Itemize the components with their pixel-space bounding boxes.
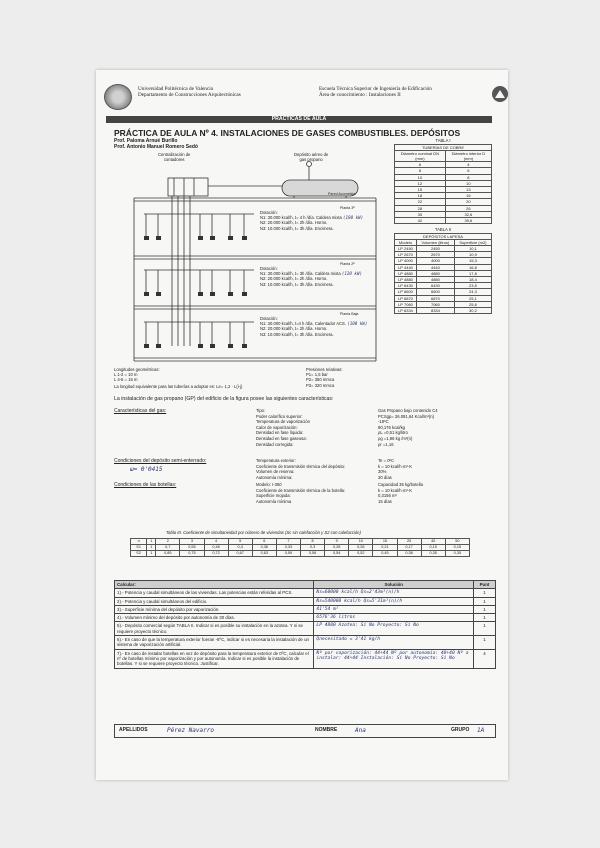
- group-label: GRUPO: [451, 727, 470, 733]
- coef-cell: 9: [325, 539, 349, 545]
- table2-caption: TABLA II: [434, 227, 452, 233]
- coef-cell: 0,75: [180, 551, 204, 557]
- table-cell: 18: [395, 193, 446, 199]
- answer-text: 6576'36 litros: [314, 614, 474, 622]
- question-text: 2).- Potencia y caudal simultáneos del edificio.: [115, 597, 314, 605]
- university-logo: [104, 84, 132, 110]
- list-item: Autonomía mínima:: [256, 474, 293, 480]
- question-row: [115, 614, 496, 622]
- tank-label: Depósito aéreo de: [294, 152, 329, 157]
- reference-tables: [394, 138, 492, 314]
- table-cell: LP 6600: [395, 289, 417, 295]
- list-item: -18ºC: [378, 419, 389, 425]
- table-cell: 8334: [416, 308, 454, 314]
- table-cell: 24,3: [454, 289, 491, 295]
- table-cell: 15: [395, 186, 446, 192]
- table1-caption: TABLA I: [435, 138, 451, 143]
- coef-cell: 0,54: [325, 551, 349, 557]
- list-item: Volumen de reserva:: [256, 469, 295, 475]
- copper-pipe-table: TUBERÍAS DE COBRE Diámetro nominal DN (mm) Diámetro interior D (mm) 6 4 8 6 10 8 12 10 15 13 18 16 22 20 28 26 35 32,6 42 39,6: [394, 144, 492, 225]
- questions-table: [114, 580, 496, 669]
- building-diagram: [114, 146, 386, 370]
- table-cell: 42: [395, 217, 446, 223]
- table-row: [395, 217, 492, 223]
- coef-cell: 1: [147, 551, 156, 557]
- list-item: Densidad en fase gaseosa:: [256, 435, 307, 441]
- lengths-block: Longitudes geométricas: L 1-2 = 10 m L 4-5 = 15 m: [114, 367, 160, 383]
- table-cell: 8: [395, 168, 446, 174]
- section-bar: PRÁCTICAS DE AULA: [106, 116, 492, 123]
- tank-label-2: gas propano: [299, 157, 323, 163]
- coef-cell: 0,21: [373, 545, 397, 551]
- table-cell: 16,8: [454, 264, 491, 270]
- table-cell: 10,1: [454, 246, 491, 252]
- coef-cell: 0,33: [276, 545, 300, 551]
- list-item: Autonomía mínima: [256, 498, 292, 504]
- floor2-dotation: Dotación: N1: 30.000 kcal/h, t= 3h /día. Caldera mixta (120 kW) N2: 20.000 kcal/h, t= 2h /día. Horno. N3: 10.000 kcal/h, t= 3h /día. Encimera.: [260, 266, 362, 287]
- table-cell: 6870: [416, 295, 454, 301]
- tank-table: DEPÓSITOS LAPESA Modelo Volumen (litros) Superficie (m2) LP 2450 2450 10,1 LP 2670 2670 10,9 LP 4000 4000 15,3 LP 4440 4440 16,8 LP 4880 4880 17,8 LP 4880 4880 18,4 LP 6430 6430 23,5 LP 6600 6600 24,3 LP 6870 6870 25,1 LP 7060 7060 25,6 LP 8334 8334 30,2: [394, 233, 492, 315]
- table-cell: LP 2450: [395, 246, 417, 252]
- answer-text: Ns=60000 kcal/h Qs=2'43m³(n)/h: [314, 589, 474, 597]
- question-text: 7).- En caso de instalar botellas en vez de depósito para la temperatura exterior de 0ºC, calcular el nº de botellas mínimo por vaporización y por autonomía. Indicar si es posible la instalación de botellas. Y si se requiere proyecto técnico. Justificar.: [115, 649, 314, 668]
- coef-table-caption: Tabla III. Coeficiente de simultaneidad por número de viviendas (Sc sin calefacción y S2 con calefacción): [166, 530, 361, 535]
- list-item: 30 días: [378, 474, 392, 480]
- question-text: 1).- Potencia y caudal simultáneos de las viviendas. Las potencias están referidas al PCS.: [115, 589, 314, 597]
- coef-cell: 10: [349, 539, 373, 545]
- bottle-values: [378, 482, 423, 504]
- table-cell: LP 8334: [395, 308, 417, 314]
- list-item: Poder calorífico superior:: [256, 413, 303, 419]
- table-cell: 10: [445, 180, 491, 186]
- floor3-label: Planta 3ª: [340, 206, 355, 210]
- coef-cell: 25: [397, 539, 421, 545]
- table-cell: 2670: [416, 252, 454, 258]
- coef-cell: 0,7: [156, 545, 180, 551]
- table-cell: 16: [445, 193, 491, 199]
- coef-cell: 0,15: [445, 545, 469, 551]
- table-cell: 18,4: [454, 277, 491, 283]
- coef-cell: 0,67: [228, 551, 252, 557]
- list-item: PCSgp= 26.091,64 Kcal/m³(n): [378, 413, 434, 419]
- meters-label: Centralización de: [158, 152, 191, 157]
- coef-cell: 0,46: [204, 545, 228, 551]
- coef-cell: 3: [180, 539, 204, 545]
- meters-label-2: contadores: [163, 157, 185, 163]
- points-value: 1: [474, 614, 496, 622]
- list-item: ρg =1,96 kg /m³(n): [378, 435, 413, 441]
- table-cell: 25,1: [454, 295, 491, 301]
- gas-labels: [256, 408, 310, 447]
- table-cell: 6600: [416, 289, 454, 295]
- coef-cell: n: [131, 539, 147, 545]
- coef-cell: 0,28: [325, 545, 349, 551]
- list-item: Densidad en fase líquida:: [256, 430, 304, 436]
- table-cell: 6: [445, 168, 491, 174]
- question-text: 5).- Depósito comercial según TABLA II. Indicar si es posible su instalación en la azotea. Y si se requiere proyecto técnico.: [115, 622, 314, 636]
- list-item: k = 10 kcal/h·m²·K: [378, 463, 413, 469]
- list-item: ρr =1,16: [378, 441, 394, 447]
- page-title: PRÁCTICA DE AULA Nº 4. INSTALACIONES DE GASES COMBUSTIBLES. DEPÓSITOS: [114, 128, 461, 138]
- list-item: Modelo: I-350: [256, 482, 282, 487]
- table-cell: 4440: [416, 264, 454, 270]
- coef-cell: 1: [147, 545, 156, 551]
- table-cell: 20: [445, 199, 491, 205]
- floor1-label: Planta Baja: [340, 312, 359, 316]
- coef-cell: 8: [301, 539, 325, 545]
- list-item: Te = 0ºC: [378, 458, 395, 463]
- list-item: 0,3156 m²: [378, 493, 397, 499]
- table-cell: 8: [445, 174, 491, 180]
- table-cell: 22: [395, 199, 446, 205]
- author-2: Prof. Antonio Manuel Romero Sedó: [114, 144, 198, 150]
- coef-cell: 0,59: [276, 551, 300, 557]
- table-cell: LP 2670: [395, 252, 417, 258]
- table-cell: 26: [445, 205, 491, 211]
- coef-cell: S1: [131, 545, 147, 551]
- name-value: Ana: [355, 727, 366, 734]
- coef-cell: 0,35: [445, 551, 469, 557]
- points-value: 1: [474, 589, 496, 597]
- surname-value: Pérez Navarro: [167, 727, 214, 734]
- points-value: 1: [474, 597, 496, 605]
- question-row: [115, 589, 496, 597]
- list-item: Temperatura exterior:: [256, 458, 296, 463]
- university-name: Universidad Politécnica de Valencia: [138, 86, 213, 92]
- list-item: Temperatura de vaporización: [256, 419, 311, 425]
- calc-header: Calcular:: [115, 581, 314, 589]
- question-row: [115, 636, 496, 650]
- pressures-block: Presiones relativas: P1= 1,5 bar P2= 350 mmca P3= 320 mmca: [306, 367, 343, 388]
- coef-cell: 5: [228, 539, 252, 545]
- table-cell: 12: [395, 180, 446, 186]
- coef-cell: 4: [204, 539, 228, 545]
- tank-conditions-heading: Condiciones del depósito semi-enterrado:: [114, 458, 207, 464]
- table-cell: 39,6: [445, 217, 491, 223]
- list-item: Densidad corregida:: [256, 441, 294, 447]
- coef-cell: 0,72: [204, 551, 228, 557]
- answer-text: Ns=540000 kcal/h Qs=5'31m³(n)/h: [314, 597, 474, 605]
- question-row: [115, 649, 496, 668]
- coef-cell: 40: [421, 539, 445, 545]
- table-cell: 4880: [416, 277, 454, 283]
- wall-label: Pared Acometida: [328, 192, 356, 196]
- answer-text: Qnecesitado = 3'41 kg/h: [314, 636, 474, 650]
- list-item: Tipo:: [256, 408, 266, 413]
- table-cell: 28: [395, 205, 446, 211]
- name-label: NOMBRE: [315, 727, 338, 733]
- bottle-labels: [256, 482, 345, 504]
- table-cell: 17,8: [454, 270, 491, 276]
- school-logo: [492, 86, 508, 102]
- list-item: k = 10 kcal/h·m²·K: [378, 487, 413, 493]
- coef-cell: 50: [445, 539, 469, 545]
- coef-cell: 0,55: [180, 545, 204, 551]
- coef-cell: 0,63: [252, 551, 276, 557]
- handwritten-omega: ω= 0'0415: [130, 466, 163, 473]
- table-cell: LP 4000: [395, 258, 417, 264]
- department-name: Departamento de Construcciones Arquitectónicas: [138, 92, 241, 99]
- question-text: 6).- En caso de que la temperatura exterior fueran -8ºC, indicar si es necesaria la instalación de un sistema de vaporización artificial.: [115, 636, 314, 650]
- table-cell: 35: [395, 211, 446, 217]
- list-item: Calor de vaporización:: [256, 424, 298, 430]
- table-cell: LP 4880: [395, 270, 417, 276]
- coef-cell: 6: [252, 539, 276, 545]
- table-cell: 25,6: [454, 301, 491, 307]
- list-item: Coeficiente de transmisión térmica del depósito:: [256, 463, 346, 469]
- floor3-dotation: Dotación: N1: 30.000 kcal/h, t= 4 h /día. Caldera mixta (100 kW) N2: 20.000 kcal/h, t= 2h /día. Horno. N3: 10.000 kcal/h, t= 3h /día. Encimera.: [260, 210, 364, 231]
- coef-cell: S2: [131, 551, 147, 557]
- coef-cell: 0,38: [397, 551, 421, 557]
- answer-text: Nº por vaporización: 44+44 Nº por autonomía: 40+40 Nº a instalar: 44+44 Instalación: Sí No Proyecto: Sí No: [314, 649, 474, 668]
- table-cell: 4: [445, 162, 491, 168]
- gas-values: [378, 408, 438, 447]
- answer-text: LP 4880 Azotea: Sí No Proyecto: Sí No: [314, 622, 474, 636]
- tank-values: [378, 458, 412, 480]
- question-row: [115, 622, 496, 636]
- tank-labels: [256, 458, 345, 480]
- coef-cell: 0,85: [156, 551, 180, 557]
- table2-title: DEPÓSITOS LAPESA: [395, 233, 492, 239]
- list-item: 30%: [378, 469, 387, 475]
- table-row: [395, 308, 492, 314]
- question-row: [115, 605, 496, 613]
- table-cell: 4880: [416, 270, 454, 276]
- coef-cell: 15: [373, 539, 397, 545]
- coef-cell: 0,26: [349, 545, 373, 551]
- coef-cell: 0,3: [301, 545, 325, 551]
- solution-header: Solución: [314, 581, 474, 589]
- coef-cell: 7: [276, 539, 300, 545]
- coef-cell: 0,56: [301, 551, 325, 557]
- floor1-dotation: Dotación: N1: 30.000 kcal/h, t=4 h /día. Calentador ACS. (100 kW) N2: 20.000 kcal/h, t= 2h /día. Horno. N3: 10.000 kcal/h, t= 3h /día. Encimera.: [260, 316, 368, 337]
- group-value: 1A: [477, 727, 485, 734]
- coef-cell: 0,36: [252, 545, 276, 551]
- coef-cell: 0,45: [373, 551, 397, 557]
- intro-text: La instalación de gas propano (GP) del edificio de la figura posee las siguientes características:: [114, 396, 334, 402]
- points-value: 4: [474, 649, 496, 668]
- simultaneity-table: [130, 538, 470, 557]
- coef-cell: 2: [156, 539, 180, 545]
- table-cell: 4000: [416, 258, 454, 264]
- list-item: Gas Propano bajo contenido C4: [378, 408, 438, 413]
- bottles-heading: Condiciones de las botellas:: [114, 482, 177, 488]
- list-item: 90,176 kcal/kg: [378, 424, 406, 430]
- table-cell: 7060: [416, 301, 454, 307]
- table-cell: LP 4440: [395, 264, 417, 270]
- table-cell: LP 7060: [395, 301, 417, 307]
- knowledge-area: Área de conocimiento : Instalaciones II: [319, 92, 401, 99]
- equivalent-length-note: La longitud equivalente para las tuberías a adoptar es: Le= 1,2 · L(i-j): [114, 384, 243, 389]
- question-text: 3).- Superficie mínima del depósito por vaporización.: [115, 605, 314, 613]
- table-cell: LP 4880: [395, 277, 417, 283]
- student-footer: [114, 724, 496, 738]
- coef-cell: 0,15: [421, 545, 445, 551]
- points-header: Punt: [474, 581, 496, 589]
- table-cell: 32,6: [445, 211, 491, 217]
- coef-cell: 0,52: [349, 551, 373, 557]
- coef-cell: 0,35: [421, 551, 445, 557]
- table-cell: 6: [395, 162, 446, 168]
- table-cell: 30,2: [454, 308, 491, 314]
- list-item: Capacidad 35 kg/botella: [378, 482, 423, 487]
- surname-label: APELLIDOS: [119, 727, 148, 733]
- question-text: 4).- Volumen mínimo del depósito por autonomía de 30 días.: [115, 614, 314, 622]
- author-1: Prof. Paloma Arnué Burillo: [114, 138, 178, 144]
- points-value: 1: [474, 636, 496, 650]
- table-cell: 10,9: [454, 252, 491, 258]
- table1-title: TUBERÍAS DE COBRE: [395, 144, 492, 150]
- gas-heading: Características del gas:: [114, 408, 167, 414]
- table-cell: LP 6430: [395, 283, 417, 289]
- list-item: ρL =0,51 kg/litro: [378, 430, 408, 436]
- exam-sheet: [96, 70, 508, 780]
- question-row: [115, 597, 496, 605]
- points-value: 1: [474, 622, 496, 636]
- table-cell: 23,5: [454, 283, 491, 289]
- answer-text: 41'54 m²: [314, 605, 474, 613]
- table-cell: 10: [395, 174, 446, 180]
- table-cell: 15,3: [454, 258, 491, 264]
- floor2-label: Planta 2ª: [340, 262, 355, 266]
- points-value: 1: [474, 605, 496, 613]
- list-item: Coeficiente de transmisión térmica de la botella:: [256, 487, 346, 493]
- coef-cell: 0,17: [397, 545, 421, 551]
- list-item: Superficie mojada:: [256, 493, 291, 499]
- table-cell: LP 6870: [395, 295, 417, 301]
- table-cell: 2450: [416, 246, 454, 252]
- school-name: Escuela Técnica Superior de Ingeniería de Edificación: [319, 86, 432, 92]
- coef-cell: 0,4: [228, 545, 252, 551]
- table-cell: 13: [445, 186, 491, 192]
- header: [104, 84, 484, 114]
- table-cell: 6430: [416, 283, 454, 289]
- coef-cell: 1: [147, 539, 156, 545]
- list-item: 15 días: [378, 498, 392, 504]
